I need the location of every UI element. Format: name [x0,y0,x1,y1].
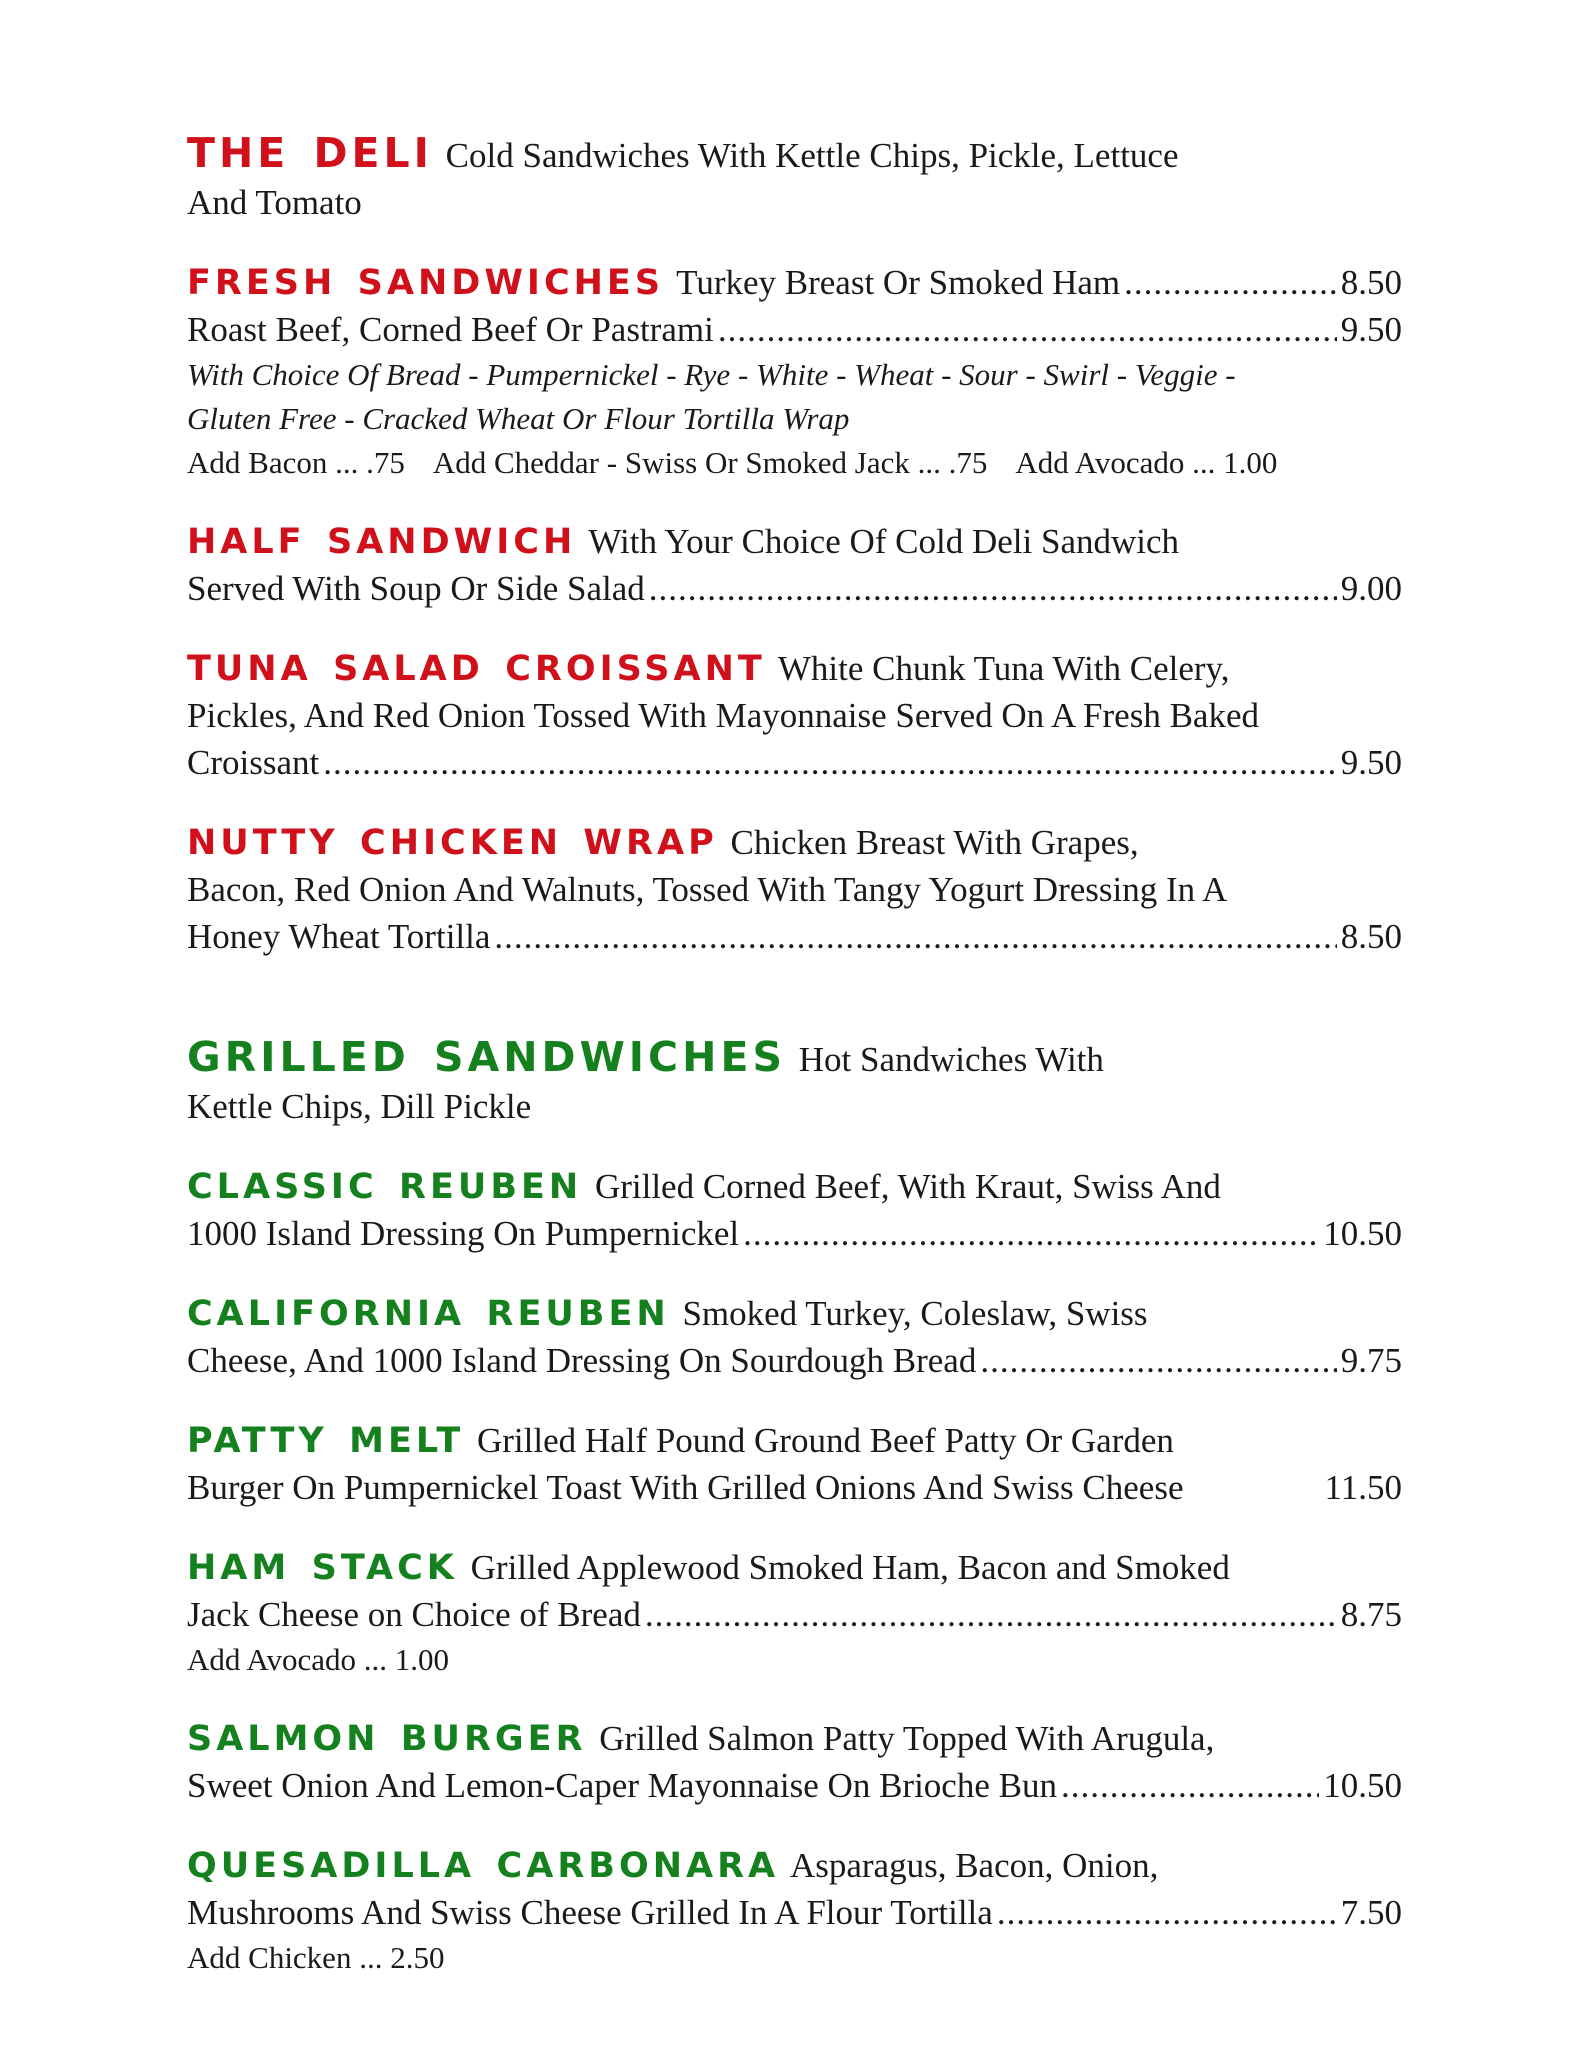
addon-cheese: Add Cheddar - Swiss Or Smoked Jack ... .75 [432,445,988,480]
item-description: Smoked Turkey, Coleslaw, Swiss [682,1294,1148,1333]
dot-leader [645,1591,1337,1638]
dot-leader [997,1889,1337,1936]
item-description: Honey Wheat Tortilla [187,917,491,956]
dot-leader [743,1210,1319,1257]
item-price: 8.50 [1340,263,1402,302]
deli-section-title: the deli [187,113,433,181]
item-name: quesadilla carbonara [187,1831,780,1889]
item-price: 7.50 [1340,1893,1402,1932]
item-price: 10.50 [1323,1214,1402,1253]
item-name: patty melt [187,1406,465,1464]
grilled-section-title: grilled sandwiches [187,1017,786,1085]
menu-item-salmon-burger [187,1704,1402,1809]
item-name: salmon burger [187,1704,587,1762]
item-price: 9.50 [1340,743,1402,782]
item-name: fresh sandwiches [187,248,665,306]
item-description: Jack Cheese on Choice of Bread [187,1595,641,1634]
addon-avocado: Add Avocado ... 1.00 [1015,445,1278,480]
item-description: Grilled Applewood Smoked Ham, Bacon and Smoked [470,1548,1230,1587]
item-description: Croissant [187,743,320,782]
item-description: Served With Soup Or Side Salad [187,569,645,608]
menu-item-half-sandwich [187,507,1402,612]
dot-leader [980,1337,1336,1384]
menu-item-california-reuben [187,1279,1402,1384]
dot-leader [1061,1762,1319,1809]
item-price: 8.50 [1340,917,1402,956]
grilled-section-description: Hot Sandwiches With [798,1040,1104,1079]
item-description: Cheese, And 1000 Island Dressing On Sourdough Bread [187,1341,977,1380]
menu-item-fresh-sandwiches [187,248,1402,485]
item-description: Asparagus, Bacon, Onion, [789,1846,1159,1885]
item-description: Burger On Pumpernickel Toast With Grilled Onions And Swiss Cheese [187,1468,1184,1507]
bread-options: With Choice Of Bread - Pumpernickel - Rye - White - Wheat - Sour - Swirl - Veggie - [187,357,1236,392]
bread-options-cont: Gluten Free - Cracked Wheat Or Flour Tortilla Wrap [187,401,850,436]
item-description: Mushrooms And Swiss Cheese Grilled In A Flour Tortilla [187,1893,993,1932]
item-description: Grilled Corned Beef, With Kraut, Swiss And [594,1167,1221,1206]
item-description: Sweet Onion And Lemon-Caper Mayonnaise On Brioche Bun [187,1766,1057,1805]
dot-leader [649,565,1337,612]
item-price: 9.75 [1340,1341,1402,1380]
dot-leader [323,739,1337,786]
item-description: Grilled Half Pound Ground Beef Patty Or Garden [476,1421,1174,1460]
addon-avocado: Add Avocado ... 1.00 [187,1642,450,1677]
item-name: nutty chicken wrap [187,808,718,866]
item-name: classic reuben [187,1152,583,1210]
grilled-section-header [187,1017,1402,1130]
item-description: Turkey Breast Or Smoked Ham [676,263,1121,302]
menu-item-nutty-chicken-wrap [187,808,1402,960]
item-price: 9.50 [1340,310,1402,349]
item-description: Roast Beef, Corned Beef Or Pastrami [187,310,714,349]
item-price: 8.75 [1340,1595,1402,1634]
dot-leader [494,913,1336,960]
dot-leader [718,306,1337,353]
deli-section-description-cont: And Tomato [187,183,362,222]
menu-item-tuna-salad-croissant [187,634,1402,786]
grilled-section-description-cont: Kettle Chips, Dill Pickle [187,1087,532,1126]
item-description: With Your Choice Of Cold Deli Sandwich [588,522,1180,561]
addon-chicken: Add Chicken ... 2.50 [187,1940,445,1975]
addon-bacon: Add Bacon ... .75 [187,445,405,480]
item-description: Chicken Breast With Grapes, [730,823,1139,862]
addons-line [187,441,1402,485]
menu-item-quesadilla-carbonara [187,1831,1402,1980]
item-name: california reuben [187,1279,670,1337]
item-description: Bacon, Red Onion And Walnuts, Tossed With Tangy Yogurt Dressing In A [187,870,1228,909]
item-description: Pickles, And Red Onion Tossed With Mayonnaise Served On A Fresh Baked [187,696,1259,735]
menu-item-ham-stack [187,1533,1402,1682]
item-price: 9.00 [1340,569,1402,608]
menu-item-classic-reuben [187,1152,1402,1257]
menu-item-patty-melt [187,1406,1402,1511]
item-name: tuna salad croissant [187,634,766,692]
item-name: ham stack [187,1533,458,1591]
item-description: White Chunk Tuna With Celery, [777,649,1230,688]
item-price: 10.50 [1323,1766,1402,1805]
item-name: half sandwich [187,507,577,565]
item-description: Grilled Salmon Patty Topped With Arugula, [599,1719,1215,1758]
dot-leader [1124,259,1337,306]
menu-page [187,113,1402,1980]
item-price: 11.50 [1324,1468,1402,1507]
item-description: 1000 Island Dressing On Pumpernickel [187,1214,740,1253]
deli-section-header [187,113,1402,226]
deli-section-description: Cold Sandwiches With Kettle Chips, Pickle, Lettuce [445,136,1179,175]
